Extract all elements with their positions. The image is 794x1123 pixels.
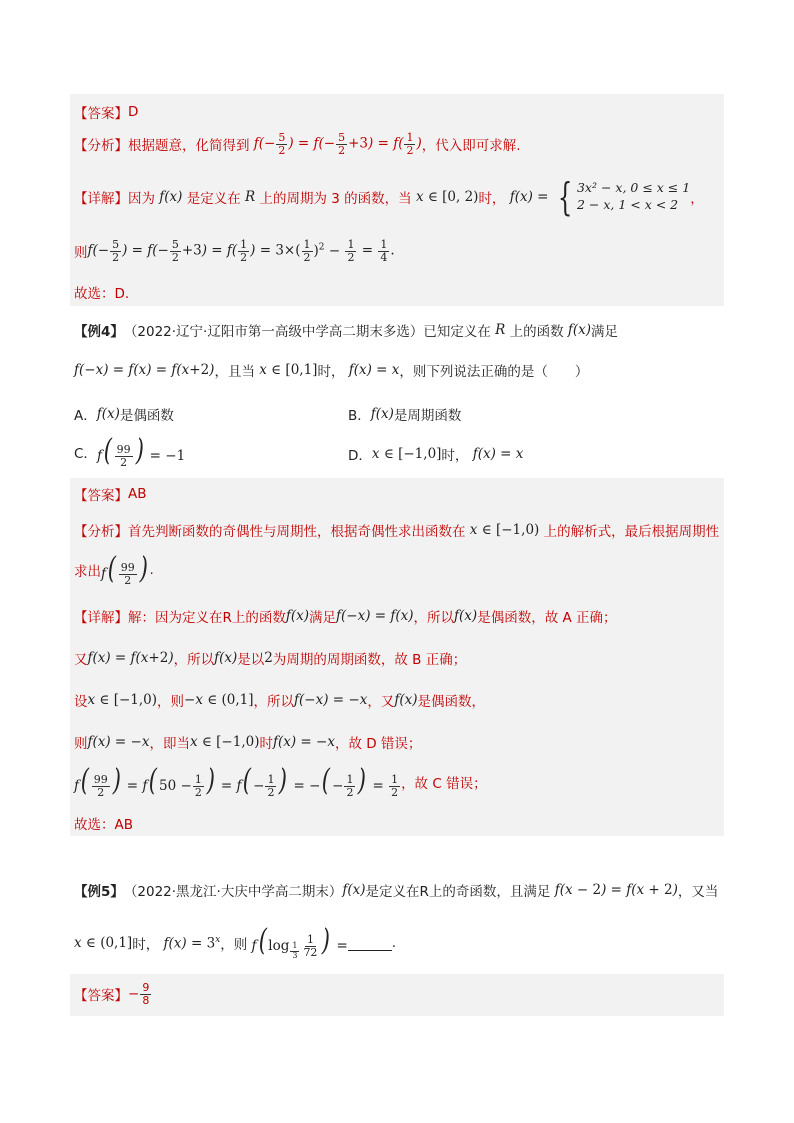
ex4-question-line1: 【例4】 （2022·辽宁·辽阳市第一高级中学高二期末多选）已知定义在 R 上的函数 f(x) 满足 [74, 322, 619, 340]
ex3-choose: 故选：D. [74, 286, 130, 302]
ex3-analysis-formula: f(− $\frac{5}{2}$ ) = f(− $\frac{5}{2}$ +3) = f( $\frac{1}{2}$ ) [249, 131, 422, 157]
ex4-analysis-d: . [149, 562, 154, 579]
piecewise-cases [577, 180, 690, 214]
ex4-d4-b: ，即当 [149, 736, 190, 752]
ex4-source-c: 满足 [591, 324, 619, 340]
ex3-calc-formula: f(− $\frac{5}{2}$ ) = f(− $\frac{5}{2}$ +3) = f( $\frac{1}{2}$ ) = 3×( $\frac{1}{2}$ )$^2$ − $\frac{1}{2}$ = $\frac{1}{4}$ . [87, 238, 395, 264]
ex3-analysis-text: 根据题意，化简得到 [128, 138, 250, 155]
option-d-text: 时， [441, 448, 469, 464]
ex4-choose: 故选：AB [74, 817, 133, 833]
ex5-answer-fraction [140, 982, 151, 1006]
ex4-source: （2022·辽宁·辽阳市第一高级中学高二期末多选）已知定义在 [123, 324, 491, 340]
ex4-option-d: D． x ∈ [−1,0] 时， f(x) = x [348, 446, 524, 464]
ex4-answer-line [74, 484, 147, 504]
ex4-question-line2: f(−x) = f(x) = f(x+2) ，且当 x ∈ [0,1] 时， f(x) = x ，则下列说法正确的是（ ） [74, 362, 589, 380]
ex5-answer-den: 8 [142, 993, 150, 1007]
ex4-d5-formula: f( $\frac{99}{2}$ ) = f( 50 − $\frac{1}{2}$ ) = f( − $\frac{1}{2}$ ) = −( − $\frac{1}{2}$ ) = $\frac{1}{2}$ [74, 763, 399, 799]
option-a-label: A． [74, 408, 97, 424]
ex3-calc-line [74, 239, 395, 263]
ex5-text-b: ，又当 [677, 884, 719, 900]
ex3-detail-c: 上的周期为 3 的函数，当 [259, 191, 412, 207]
ex5-answer-sign: − [128, 986, 140, 1003]
ex4-option-b: B． f(x) 是周期函数 [348, 406, 462, 424]
detail-tag: 【详解】 [74, 610, 128, 626]
ex4-d4-c: 时 [259, 736, 273, 752]
ex4-d3-d: ，又 [367, 694, 395, 710]
ex3-detail-b: 是定义在 [186, 191, 241, 207]
case-1: 3x² − x, 0 ≤ x ≤ 1 [576, 180, 691, 196]
ex4-d4-d: ，故 D 错误； [334, 736, 422, 752]
ex3-then: 则 [74, 245, 88, 262]
ex4-analysis-line2: 求出 f( $\frac{99}{2}$ ) . [74, 551, 154, 587]
ex4-analysis-a: 首先判断函数的奇偶性与周期性，根据奇偶性求出函数在 [128, 524, 466, 540]
ex3-detail-line: 【详解】 因为 f(x) 是定义在 R 上的周期为 3 的函数，当 x ∈ [0, 2) 时， f(x) = { 3x² − x, 0 ≤ x ≤ 1 2 − x, 1 < x < 2 ， [74, 175, 704, 219]
ex4-d1-c: ，所以 [413, 610, 455, 626]
ex5-text-d: ，则 [220, 937, 248, 954]
detail-tag: 【详解】 [74, 191, 128, 207]
ex4-analysis-c: 求出 [74, 564, 101, 581]
ex4-detail-4: 则 f(x) = −x ，即当 x ∈ [−1,0) 时 f(x) = −x ，故 D 错误； [74, 734, 422, 752]
ex4-analysis-line1: 【分析】 首先判断函数的奇偶性与周期性，根据奇偶性求出函数在 x ∈ [−1,0) 上的解析式，最后根据周期性 [74, 522, 720, 540]
ex5-solution-block [70, 974, 724, 1016]
answer-tag: 【答案】 [74, 106, 128, 122]
ex3-detail-d: 时， [478, 191, 506, 207]
ex5-text-c: 时， [132, 937, 160, 954]
option-b-text: 是周期函数 [393, 408, 462, 424]
ex4-d2-c: 是以 [237, 652, 265, 668]
option-b-label: B． [348, 408, 371, 424]
ex4-option-a: A． f(x) 是偶函数 [74, 406, 174, 424]
ex3-detail-a: 因为 [128, 191, 155, 207]
option-c-label: C． [74, 446, 97, 463]
ex4-d4-a: 则 [74, 736, 88, 752]
answer-blank[interactable] [348, 936, 392, 951]
ex4-analysis-b: 上的解析式，最后根据周期性 [543, 524, 720, 540]
analysis-tag: 【分析】 [74, 524, 128, 540]
ex4-d1-d: 是偶函数，故 A 正确； [477, 610, 617, 626]
option-d-label: D． [348, 448, 372, 464]
ex5-text-e: . [391, 935, 397, 952]
ex5-answer-num: 9 [142, 981, 150, 994]
ex4-d5-end: ，故 C 错误； [401, 776, 487, 793]
ex5-question-line1: 【例5】 （2022·黑龙江·大庆中学高二期末） f(x) 是定义在R上的奇函数，且满足 f(x − 2) = f(x + 2) ，又当 [74, 882, 719, 900]
ex4-cond-d: ，则下列说法正确的是（ ） [399, 364, 589, 380]
ex4-d2-d: 为周期的周期函数，故 B 正确； [272, 652, 467, 668]
ex4-d1-b: 满足 [309, 610, 337, 626]
ex4-detail-1: 【详解】 解：因为定义在R上的函数 f(x) 满足 f(−x) = f(x) ，所以 f(x) 是偶函数，故 A 正确； [74, 608, 617, 626]
option-a-text: 是偶函数 [119, 408, 174, 424]
ex5-text-a: 是定义在R上的奇函数，且满足 [365, 884, 551, 900]
ex4-detail-2: 又 f(x) = f(x+2) ，所以 f(x) 是以 2 为周期的周期函数，故 B 正确； [74, 650, 467, 668]
ex4-cond-b: ，且当 [214, 364, 255, 380]
ex4-d3-a: 设 [74, 694, 88, 710]
ex4-d3-e: 是偶函数， [417, 694, 485, 710]
ex4-d2-b: ，所以 [173, 652, 215, 668]
ex4-answer: AB [128, 486, 147, 502]
ex4-cond-c: 时， [317, 364, 345, 380]
ex3-analysis-line [74, 132, 521, 156]
ex3-answer: D [128, 104, 139, 120]
ex4-d3-b: ，则 [157, 694, 185, 710]
ex4-detail-5 [74, 763, 487, 799]
ex5-tag: 【例5】 [74, 884, 124, 900]
ex4-source-b: 上的函数 [509, 324, 564, 340]
ex5-answer-line [74, 982, 152, 1006]
ex5-source: （2022·黑龙江·大庆中学高二期末） [123, 884, 343, 900]
ex5-question-line2: x ∈ (0,1] 时， $f(x) = 3^x$ ，则 f( log $_{\frac{1}{3}}$ $\frac{1}{72}$ ) = . [74, 923, 397, 960]
ex3-analysis-end: ，代入即可求解. [421, 138, 521, 155]
case-2: 2 − x, 1 < x < 2 [576, 197, 679, 212]
ex4-tag: 【例4】 [74, 324, 124, 340]
ex4-d2-a: 又 [74, 652, 88, 668]
answer-tag: 【答案】 [74, 488, 128, 504]
ex4-option-c: C． f( $\frac{99}{2}$ ) = −1 [74, 433, 186, 469]
analysis-tag: 【分析】 [74, 138, 128, 155]
ex4-d3-c: ，所以 [253, 694, 295, 710]
ex4-d1-a: 解：因为定义在R上的函数 [128, 610, 286, 626]
ex4-detail-3: 设 x ∈ [−1,0) ，则 −x ∈ (0,1] ，所以 f(−x) = −x ，又 f(x) 是偶函数， [74, 692, 485, 710]
ex3-detail-end: ， [690, 191, 704, 207]
ex3-answer-line [74, 102, 138, 122]
answer-tag: 【答案】 [74, 988, 128, 1005]
